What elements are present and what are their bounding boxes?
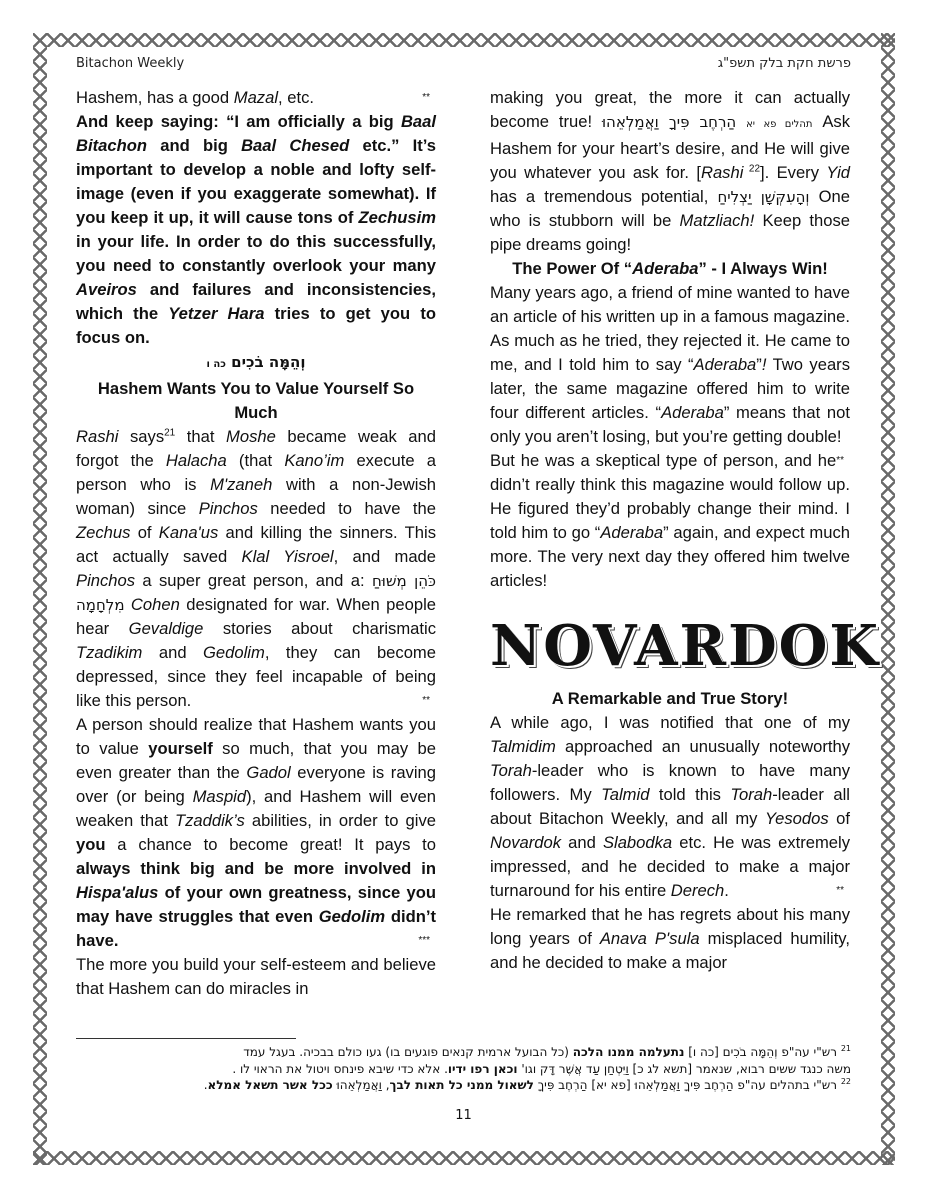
- hebrew-verse-heading: וְהֵמָּה בֹכִים כה ו: [206, 353, 306, 371]
- section-separator: **: [836, 885, 844, 896]
- section-separator: **: [422, 695, 430, 706]
- left-column: [76, 86, 436, 1001]
- footnote-ref[interactable]: 21: [164, 427, 176, 439]
- border-top: [33, 33, 895, 47]
- footnote-ref[interactable]: 22: [743, 163, 761, 175]
- section-separator: **: [836, 455, 844, 466]
- section-separator: **: [422, 92, 430, 103]
- hebrew-phrase: וְהָעִקְּשָׁן יַצְלִיחַ: [717, 188, 810, 206]
- right-column: [490, 86, 881, 975]
- footnote-divider: [76, 1038, 296, 1039]
- section-heading-aderaba: The Power Of “Aderaba” - I Always Win!: [512, 259, 828, 278]
- section-separator: ***: [418, 935, 430, 946]
- paragraph: But he was a skeptical type of person, and he didn’t really think this magazine would follow up. He figured they’d probably change their mind. I told him to go “Aderaba” again, and expect much more. The very next day they offered him twelve articles!: [490, 451, 850, 590]
- footnote-21: $^{21}$ רש"י עה"פ וְהֵמָּה בֹכִים [כה ו] נתעלמה ממנו הלכה (כל הבועל ארמית קנאים פוגעים בו) געו כולם בבכיה. בעגל עמד: [243, 1044, 851, 1059]
- footnote-22: $^{22}$ רש"י בתהלים עה"פ הַרְחֶב פִּיךָ וַאֲמַלְאֵהוּ [פא יא] הַרְחֶב פִּיךָ לשאול ממני כל תאות לבך, וַאֲמַלְאֵהוּ ככל אשר תשאל אמלא.: [203, 1077, 851, 1092]
- border-right: [881, 33, 895, 1165]
- section-heading: Hashem Wants You to Value Yourself So Much: [97, 379, 415, 422]
- paragraph-bold: And keep saying: “I am officially a big Baal Bitachon and big Baal Chesed etc.” It’s important to develop a noble and lofty self-image (even if you exaggerate somewhat). If you keep it up, it will cause tons of Zechusim in your life. In order to do this successfully, you need to constantly overlook your many Aveiros and failures and inconsistencies, which the Yetzer Hara tries to get you to focus on.: [76, 112, 436, 347]
- paragraph: A person should realize that Hashem wants you to value yourself so much, that you may be even greater than the Gadol everyone is raving over (or being Maspid), and Hashem will even weaken that Tzaddik’s abilities, in order to give you a chance to become great! It pays to always think big and be more involved in Hispa'alus of your own greatness, since you may have struggles that even Gedolim didn’t have. ***: [76, 713, 436, 953]
- footnotes: [76, 1044, 851, 1094]
- paragraph: making you great, the more it can actually become true! הַרְחֶב פִּיךָ וַאֲמַלְאֵהוּ תהלים פא יא Ask Hashem for your heart’s desire, and He will give you whatever you ask for. [Rashi $^{22}$]. Every Yid has a tremendous potential, וְהָעִקְּשָׁן יַצְלִיחַ One who is stubborn will be Matzliach! Keep those pipe dreams going!: [490, 88, 851, 254]
- hebrew-phrase: כֹּהֵן מְשׁוּחַ מִלְחָמָה: [76, 572, 436, 614]
- publication-name: Bitachon Weekly: [76, 56, 185, 71]
- novardok-logo: NOVARDOK: [490, 613, 881, 679]
- footnote-21-continued: משה כנגד ששים רבוא, שנאמר [תשא לג כ] וַיִּטְחַן עַד אֲשֶׁר דָּק וגו' וכאן רפו ידיו. אלא כדי שיבא פינחס ויטול את הראוי לו .: [232, 1061, 851, 1076]
- border-left: [33, 33, 47, 1165]
- paragraph: Many years ago, a friend of mine wanted to have an article of his written up in a famous magazine. As much as he tried, they rejected it. He came to me, and I told him to say “Aderaba”! Two years later, the same magazine offered him to write four different articles. “Aderaba” means that not only you aren’t losing, but you’re getting double! **: [490, 281, 850, 449]
- paragraph: A while ago, I was notified that one of my Talmidim approached an unusually noteworthy Torah-leader who is known to have many followers. My Talmid told this Torah-leader all about Bitachon Weekly, and all my Yesodos of Novardok and Slabodka etc. He was extremely impressed, and he decided to make a major turnaround for his entire Derech. **: [490, 711, 850, 903]
- paragraph: Rashi says$^{21}$ that Moshe became weak and forgot the Halacha (that Kano’im execute a person who is M'zaneh with a non-Jewish woman) since Pinchos needed to have the Zechus of Kana'us and killing the sinners. This act actually saved Klal Yisroel, and made Pinchos a super great person, and a: כֹּהֵן מְשׁוּחַ מִלְחָמָה Cohen designated for war. When people hear Gevaldige stories about charismatic Tzadikim and Gedolim, they can become depressed, since they feel incapable of being like this person. **: [76, 425, 436, 713]
- section-heading-story: A Remarkable and True Story!: [551, 689, 789, 708]
- paragraph: Hashem, has a good Mazal, etc. **: [76, 86, 436, 110]
- verse-reference: תהלים פא יא: [746, 119, 813, 130]
- hebrew-verse: הַרְחֶב פִּיךָ וַאֲמַלְאֵהוּ: [601, 113, 737, 131]
- running-header: [76, 56, 851, 76]
- parsha-title: פרשת חקת בלק תשפ"ג: [717, 56, 851, 71]
- paragraph: The more you build your self-esteem and believe that Hashem can do miracles in: [76, 955, 436, 998]
- paragraph: He remarked that he has regrets about his many long years of Anava P'sula misplaced humility, and he decided to make a major: [490, 905, 850, 972]
- page-number: 11: [455, 1108, 472, 1123]
- border-bottom: [33, 1151, 895, 1165]
